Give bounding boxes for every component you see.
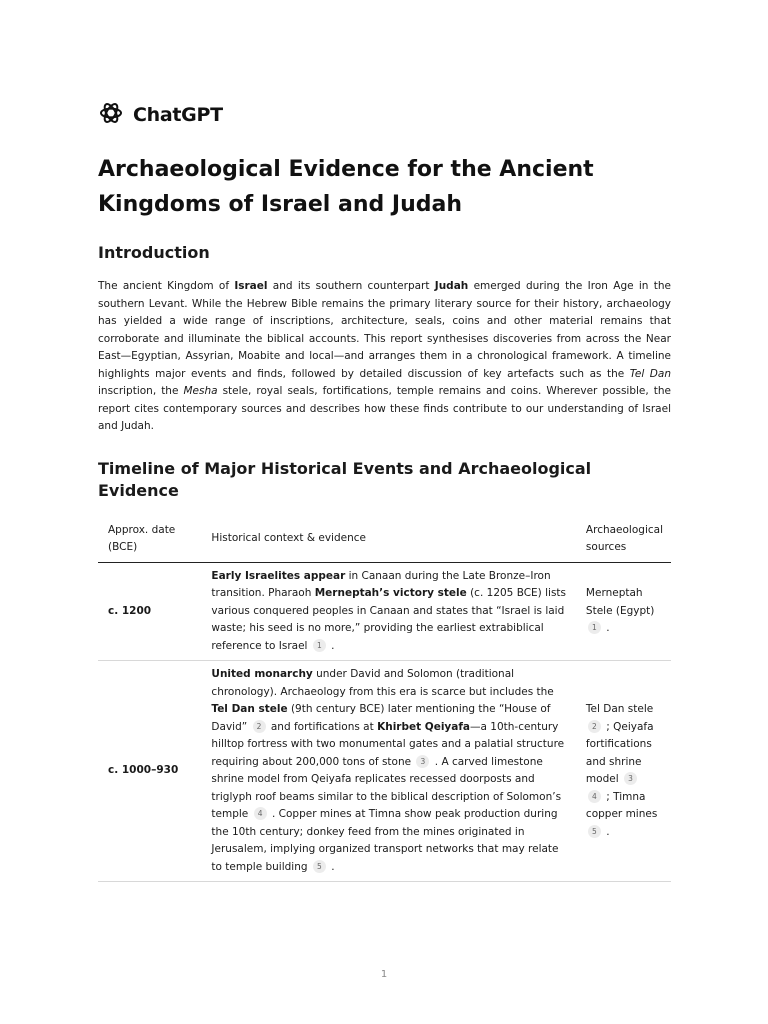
- column-header-date: Approx. date (BCE): [98, 517, 201, 563]
- row-date: c. 1000–930: [98, 661, 201, 882]
- openai-logo-icon: [98, 100, 124, 130]
- context-text: in Canaan during the Late Bronze–Iron transition. Pharaoh: [211, 569, 551, 599]
- timeline-table: [98, 517, 671, 883]
- source-text: Tel Dan stele: [585, 703, 654, 715]
- intro-term-judah: Judah: [434, 280, 469, 292]
- column-header-context: Historical context & evidence: [201, 517, 576, 563]
- page-number: 1: [380, 969, 388, 980]
- row-context: [201, 562, 576, 661]
- context-term: Early Israelites appear: [211, 569, 346, 582]
- row-context: [201, 661, 576, 882]
- table-row: [98, 562, 671, 661]
- brand-name: ChatGPT: [133, 104, 223, 126]
- document-title: Archaeological Evidence for the Ancient Kingdoms of Israel and Judah: [98, 157, 594, 217]
- table-header-row: [98, 517, 671, 563]
- source-text: .: [606, 825, 610, 838]
- source-text: ; Timna copper mines: [585, 790, 658, 820]
- context-text: under David and Solomon (traditional chronology). Archaeology from this era is scarce but includes the: [211, 668, 554, 698]
- intro-text: and its southern counterpart: [267, 280, 435, 292]
- intro-term-mesha: Mesha: [183, 385, 218, 397]
- citation-badge[interactable]: 3: [416, 755, 429, 768]
- column-header-sources: Archaeological sources: [576, 517, 671, 563]
- citation-badge[interactable]: 3: [624, 772, 637, 785]
- introduction-heading: Introduction: [98, 243, 210, 262]
- citation-badge[interactable]: 4: [588, 790, 601, 803]
- context-term: Tel Dan stele: [211, 703, 288, 715]
- intro-text: The ancient Kingdom of: [98, 280, 235, 292]
- context-text: —a 10th-century hilltop fortress with two monumental gates and a palatial structure requiring about 200,000 tons of stone: [211, 720, 565, 768]
- intro-text: stele, royal seals, fortifications, temple remains and coins. Wherever possible, the report cites contemporary sources and describes how these finds contribute to our understanding of Israel and Judah.: [98, 385, 671, 432]
- document-page: [98, 100, 671, 882]
- row-sources: [576, 562, 671, 661]
- source-text: Merneptah Stele (Egypt): [585, 587, 655, 617]
- intro-term-israel: Israel: [234, 280, 268, 292]
- intro-term-tel-dan: Tel Dan: [629, 367, 671, 380]
- row-date: c. 1200: [98, 562, 201, 661]
- context-text: .: [331, 860, 335, 873]
- context-text: .: [331, 639, 335, 652]
- citation-badge[interactable]: 5: [313, 860, 326, 873]
- context-text: and fortifications at: [270, 720, 378, 733]
- source-text: ; Qeiyafa fortifications and shrine model: [585, 720, 654, 785]
- citation-badge[interactable]: 2: [253, 720, 266, 733]
- citation-badge[interactable]: 5: [588, 825, 601, 838]
- intro-text: emerged during the Iron Age in the southern Levant. While the Hebrew Bible remains the primary literary source for their history, archaeology has yielded a wide range of inscriptions, architecture, seals, coins and other material remains that corroborate and illuminate the biblical accounts. This report synthesises discoveries from across the Near East—Egyptian, Assyrian, Moabite and local—and arranges them in a chronological framework. A timeline highlights major events and finds, followed by detailed discussion of key artefacts such as the: [98, 280, 671, 380]
- table-row: [98, 661, 671, 882]
- source-text: .: [606, 622, 610, 634]
- context-text: (9th century BCE) later mentioning the “House of David”: [211, 703, 551, 733]
- citation-badge[interactable]: 1: [313, 639, 326, 652]
- context-term: United monarchy: [211, 668, 313, 680]
- introduction-paragraph: [98, 278, 671, 436]
- timeline-heading: Timeline of Major Historical Events and Archaeological Evidence: [98, 458, 592, 500]
- intro-text: inscription, the: [98, 385, 184, 397]
- context-text: . Copper mines at Timna show peak production during the 10th century; donkey feed from the mines originated in Jerusalem, implying organized transport networks that may relate to temple building: [211, 808, 559, 873]
- context-term: Khirbet Qeiyafa: [377, 720, 471, 733]
- brand-header: [98, 100, 671, 130]
- context-text: (c. 1205 BCE) lists various conquered peoples in Canaan and states that “Israel is laid waste; his seed is no more,” providing the earliest extrabiblical reference to Israel: [211, 587, 567, 652]
- row-sources: [576, 661, 671, 882]
- context-text: . A carved limestone shrine model from Qeiyafa replicates recessed doorposts and triglyph roof beams similar to the biblical description of Solomon’s temple: [211, 755, 562, 820]
- context-term: Merneptah’s victory stele: [314, 587, 467, 599]
- citation-badge[interactable]: 4: [254, 807, 267, 820]
- citation-badge[interactable]: 1: [588, 621, 601, 634]
- citation-badge[interactable]: 2: [588, 720, 601, 733]
